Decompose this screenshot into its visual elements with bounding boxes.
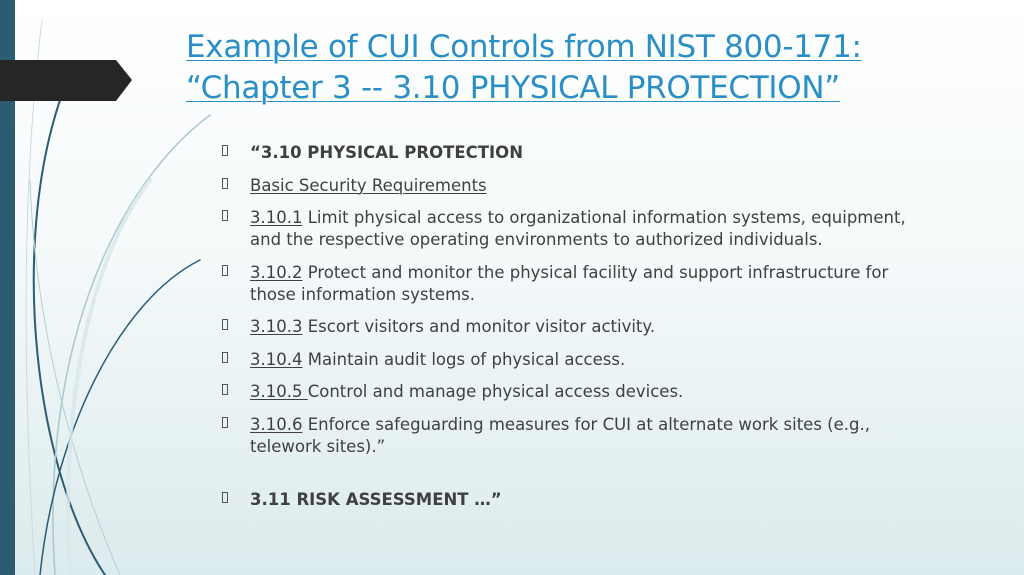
decor-curve xyxy=(68,180,150,575)
bullet-marker-icon xyxy=(222,352,228,363)
bullet-item xyxy=(222,349,922,371)
decor-curve xyxy=(53,115,210,575)
slide-title xyxy=(186,27,986,109)
control-text: Maintain audit logs of physical access. xyxy=(302,349,626,369)
bullet-item xyxy=(222,414,922,458)
bullet-marker-icon xyxy=(222,417,228,428)
bullet-marker-icon xyxy=(222,492,228,503)
bullet-marker-icon xyxy=(222,265,228,276)
control-text: Limit physical access to organizational information systems, equipment, and the respective operating environments to authorized individuals. xyxy=(250,208,906,249)
bullet-item xyxy=(222,381,922,403)
title-arrow-tab xyxy=(0,60,132,101)
bullet-item xyxy=(222,207,922,251)
bullet-item xyxy=(222,142,922,164)
title-line-2: “Chapter 3 -- 3.10 PHYSICAL PROTECTION” xyxy=(186,70,840,106)
decor-curve xyxy=(40,260,200,575)
bullet-marker-icon xyxy=(222,384,228,395)
bullet-item xyxy=(222,489,922,511)
control-code: 3.10.5 xyxy=(250,382,308,401)
title-link[interactable] xyxy=(186,29,862,106)
section-heading: “3.10 PHYSICAL PROTECTION xyxy=(250,143,523,162)
control-text: Protect and monitor the physical facility and support infrastructure for those information systems. xyxy=(250,262,889,304)
bullet-marker-icon xyxy=(222,145,228,156)
title-line-1: Example of CUI Controls from NIST 800-171: xyxy=(186,29,862,65)
bullet-marker-icon xyxy=(222,210,228,221)
bullet-item xyxy=(222,175,922,197)
bullet-marker-icon xyxy=(222,319,228,330)
control-code: 3.10.2 xyxy=(250,262,303,282)
control-code: 3.10.4 xyxy=(250,349,303,369)
control-code: 3.10.6 xyxy=(250,414,303,434)
control-text: Escort visitors and monitor visitor activity. xyxy=(302,317,656,336)
control-text: Control and manage physical access devices. xyxy=(307,382,684,401)
bullet-marker-icon xyxy=(222,178,228,189)
bullet-item xyxy=(222,262,922,306)
control-code: 3.10.1 xyxy=(250,208,303,227)
control-text: Enforce safeguarding measures for CUI at alternate work sites (e.g., telework sites).” xyxy=(250,414,870,456)
bullet-list xyxy=(222,142,922,521)
subheading: Basic Security Requirements xyxy=(250,175,487,195)
control-code: 3.10.3 xyxy=(250,317,303,336)
bullet-item xyxy=(222,316,922,338)
section-heading: 3.11 RISK ASSESSMENT …” xyxy=(250,489,502,509)
